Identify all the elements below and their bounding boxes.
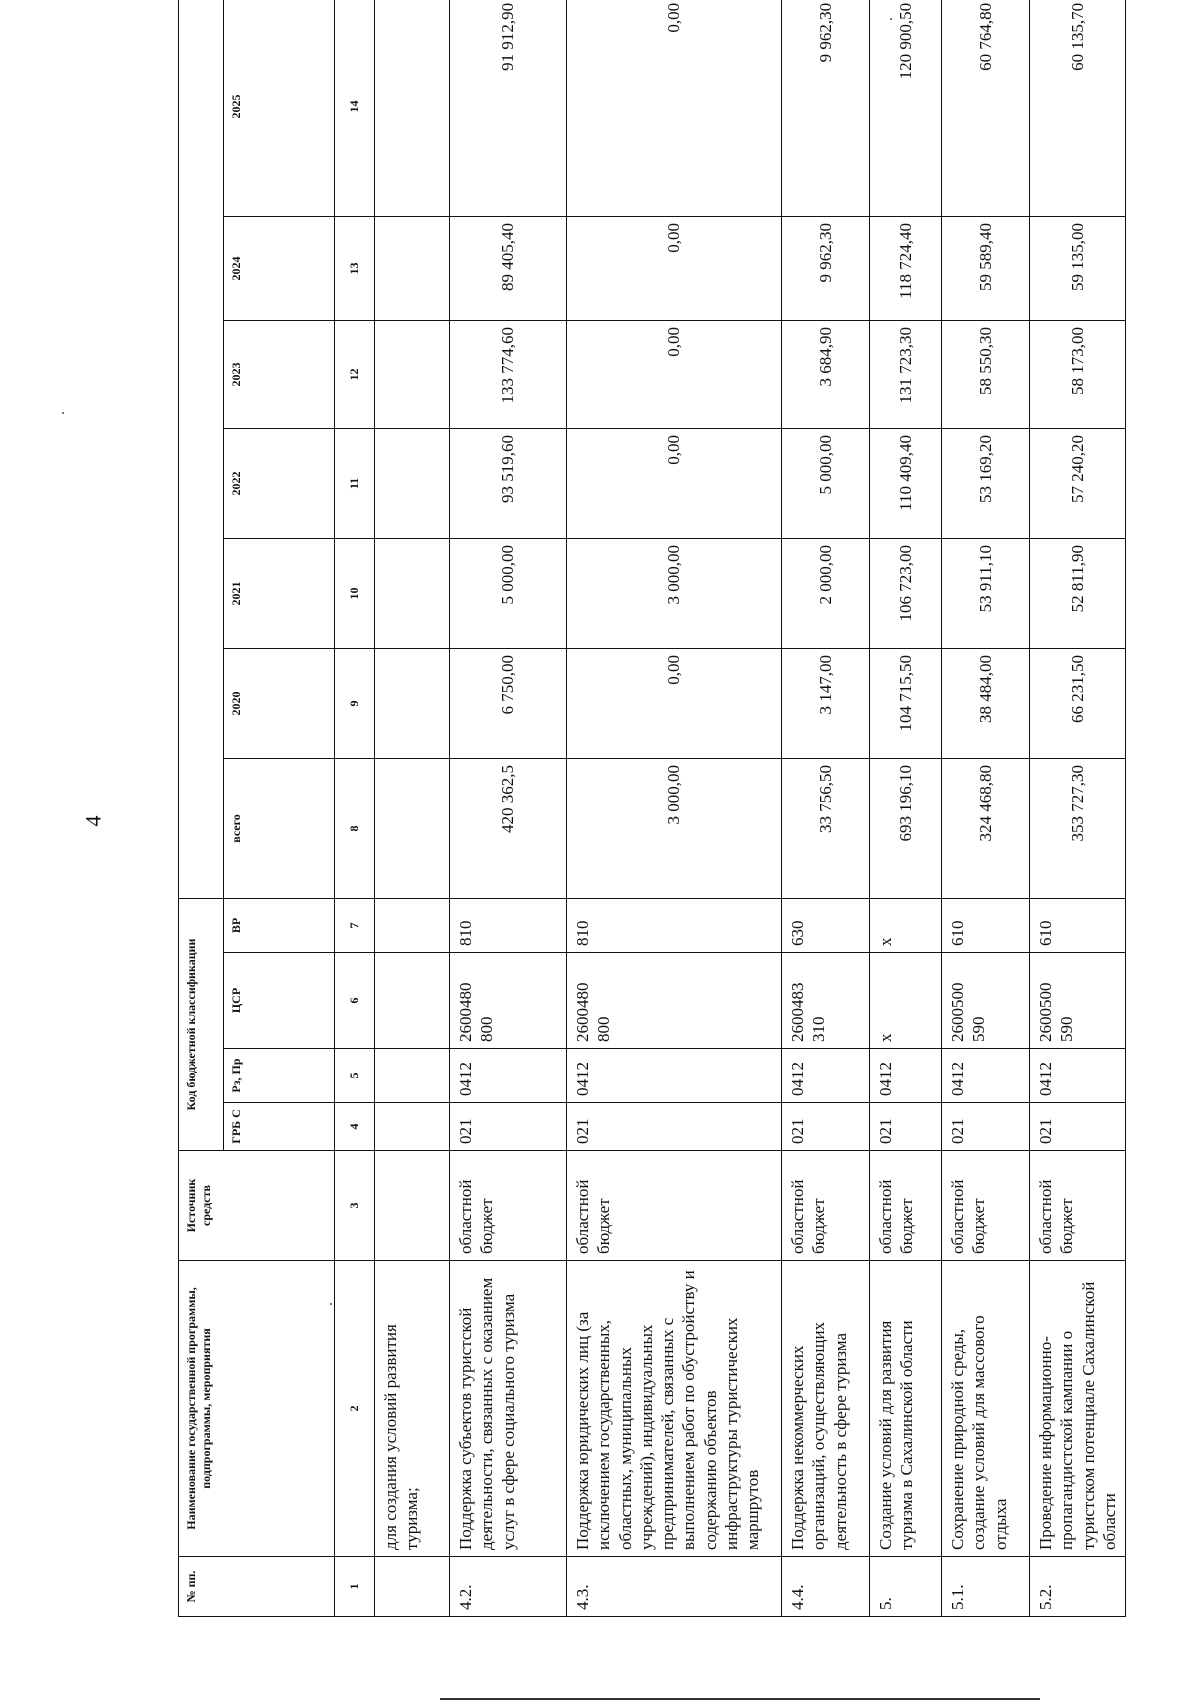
cell-2025: 60 135,70: [1030, 0, 1126, 216]
cell-source: областной бюджет: [1030, 1151, 1126, 1261]
cell-2025: 60 764,80: [942, 0, 1030, 216]
col-number: 4: [335, 1103, 375, 1151]
cell-total: 324 468,80: [942, 758, 1030, 898]
cell-no: 4.3.: [567, 1557, 782, 1617]
cell-vr: х: [870, 898, 942, 952]
cell-grbs: 021: [450, 1103, 567, 1151]
cell-vr: 610: [942, 898, 1030, 952]
cell-2024: 59 589,40: [942, 216, 1030, 320]
col-number: 9: [335, 648, 375, 758]
cell-rzpr: 0412: [567, 1049, 782, 1103]
column-number-row: [335, 0, 375, 1617]
table-row: [1030, 0, 1126, 1617]
cell-2020: 66 231,50: [1030, 648, 1126, 758]
cell-2023: 131 723,30: [870, 320, 942, 428]
cell-grbs: 021: [782, 1103, 870, 1151]
cell-no: 4.2.: [450, 1557, 567, 1617]
cell-no: 4.4.: [782, 1557, 870, 1617]
table-row: [375, 0, 450, 1617]
cell-2024: 89 405,40: [450, 216, 567, 320]
col-number: 7: [335, 898, 375, 952]
cell-total: 353 727,30: [1030, 758, 1126, 898]
cell-total: 693 196,10: [870, 758, 942, 898]
cell-rzpr: 0412: [782, 1049, 870, 1103]
table-row: [942, 0, 1030, 1617]
header-no: № пп.: [179, 1557, 335, 1617]
header-source: Источник средств: [179, 1151, 335, 1261]
budget-table: [178, 0, 1126, 1617]
header-csr: ЦСР: [224, 953, 335, 1049]
cell-2020: 38 484,00: [942, 648, 1030, 758]
header-2020: 2020: [224, 648, 335, 758]
cell-vr: 610: [1030, 898, 1126, 952]
cell-csr: х: [870, 953, 942, 1049]
cell-2023: 133 774,60: [450, 320, 567, 428]
table-row: [870, 0, 942, 1617]
header-total: всего: [224, 758, 335, 898]
col-number: 5: [335, 1049, 375, 1103]
col-number: 1: [335, 1557, 375, 1617]
header-2021: 2021: [224, 538, 335, 648]
cell-2021: 52 811,90: [1030, 538, 1126, 648]
cell-2023: 0,00: [567, 320, 782, 428]
cell-total: 33 756,50: [782, 758, 870, 898]
cell-grbs: 021: [870, 1103, 942, 1151]
cell-rzpr: 0412: [1030, 1049, 1126, 1103]
cell-grbs: 021: [942, 1103, 1030, 1151]
cell-2025: [375, 0, 450, 216]
cell-name: для создания условий развития туризма;: [375, 1261, 450, 1557]
cell-2022: 53 169,20: [942, 428, 1030, 538]
cell-2021: [375, 538, 450, 648]
cell-2023: 58 550,30: [942, 320, 1030, 428]
cell-total: [375, 758, 450, 898]
table-row: [782, 0, 870, 1617]
cell-source: областной бюджет: [567, 1151, 782, 1261]
cell-name: Сохранение природной среды, создание условий для массового отдыха: [942, 1261, 1030, 1557]
cell-name: Поддержка юридических лиц (за исключением государственных, областных, муниципальных учреждений), индивидуальных предпринимателей, связанных с выполнением работ по обустройству и содержанию объектов инфраструктуры туристических маршрутов: [567, 1261, 782, 1557]
col-number: 12: [335, 320, 375, 428]
cell-vr: 810: [567, 898, 782, 952]
cell-2021: 106 723,00: [870, 538, 942, 648]
cell-2021: 5 000,00: [450, 538, 567, 648]
col-number: 2: [335, 1261, 375, 1557]
table-row: [567, 0, 782, 1617]
cell-source: областной бюджет: [782, 1151, 870, 1261]
cell-2022: 57 240,20: [1030, 428, 1126, 538]
header-finance-group: [179, 0, 224, 898]
cell-csr: 2600480 800: [450, 953, 567, 1049]
header-2024: 2024: [224, 216, 335, 320]
cell-2022: 110 409,40: [870, 428, 942, 538]
cell-source: областной бюджет: [450, 1151, 567, 1261]
cell-2021: 3 000,00: [567, 538, 782, 648]
cell-no: 5.2.: [1030, 1557, 1126, 1617]
cell-rzpr: 0412: [942, 1049, 1030, 1103]
cell-2020: [375, 648, 450, 758]
cell-total: 3 000,00: [567, 758, 782, 898]
cell-2024: 59 135,00: [1030, 216, 1126, 320]
col-number: 6: [335, 953, 375, 1049]
cell-2025: 0,00: [567, 0, 782, 216]
cell-2025: 9 962,30: [782, 0, 870, 216]
cell-source: [375, 1151, 450, 1261]
header-rzpr: Рз, Пр: [224, 1049, 335, 1103]
cell-2020: 6 750,00: [450, 648, 567, 758]
cell-source: областной бюджет: [870, 1151, 942, 1261]
cell-2024: 0,00: [567, 216, 782, 320]
cell-csr: 2600500 590: [942, 953, 1030, 1049]
cell-grbs: 021: [567, 1103, 782, 1151]
cell-2020: 0,00: [567, 648, 782, 758]
cell-2020: 3 147,00: [782, 648, 870, 758]
cell-2022: 93 519,60: [450, 428, 567, 538]
header-2023: 2023: [224, 320, 335, 428]
cell-2023: [375, 320, 450, 428]
header-vr: ВР: [224, 898, 335, 952]
cell-grbs: 021: [1030, 1103, 1126, 1151]
col-number: 8: [335, 758, 375, 898]
header-name: Наименование государственной программы, подпрограммы, мероприятия: [179, 1261, 335, 1557]
col-number: 14: [335, 0, 375, 216]
cell-2021: 2 000,00: [782, 538, 870, 648]
cell-source: областной бюджет: [942, 1151, 1030, 1261]
cell-name: Поддержка субъектов туристской деятельности, связанных с оказанием услуг в сфере социального туризма: [450, 1261, 567, 1557]
cell-2022: 5 000,00: [782, 428, 870, 538]
cell-no: 5.: [870, 1557, 942, 1617]
cell-2022: [375, 428, 450, 538]
col-number: 10: [335, 538, 375, 648]
cell-vr: [375, 898, 450, 952]
table-row: [450, 0, 567, 1617]
cell-csr: 2600480 800: [567, 953, 782, 1049]
cell-no: [375, 1557, 450, 1617]
cell-total: 420 362,5: [450, 758, 567, 898]
header-2025: 2025: [224, 0, 335, 216]
page-number: 4: [80, 815, 106, 827]
cell-2024: 9 962,30: [782, 216, 870, 320]
cell-grbs: [375, 1103, 450, 1151]
cell-name: Поддержка некоммерческих организаций, осуществляющих деятельность в сфере туризма: [782, 1261, 870, 1557]
header-grbs: ГРБ С: [224, 1103, 335, 1151]
cell-rzpr: 0412: [870, 1049, 942, 1103]
cell-2022: 0,00: [567, 428, 782, 538]
header-code-group: Код бюджетной классификации: [179, 898, 224, 1150]
cell-2023: 58 173,00: [1030, 320, 1126, 428]
cell-2025: 91 912,90: [450, 0, 567, 216]
col-number: 3: [335, 1151, 375, 1261]
cell-vr: 810: [450, 898, 567, 952]
cell-2020: 104 715,50: [870, 648, 942, 758]
col-number: 11: [335, 428, 375, 538]
cell-rzpr: [375, 1049, 450, 1103]
cell-2025: 120 900,50: [870, 0, 942, 216]
cell-name: Проведение информационно-пропагандистской кампании о туристском потенциале Сахалинской области: [1030, 1261, 1126, 1557]
cell-2021: 53 911,10: [942, 538, 1030, 648]
cell-2024: [375, 216, 450, 320]
cell-csr: 2600500 590: [1030, 953, 1126, 1049]
header-2022: 2022: [224, 428, 335, 538]
cell-vr: 630: [782, 898, 870, 952]
cell-2023: 3 684,90: [782, 320, 870, 428]
cell-no: 5.1.: [942, 1557, 1030, 1617]
cell-name: Создание условий для развития туризма в Сахалинской области: [870, 1261, 942, 1557]
cell-csr: [375, 953, 450, 1049]
cell-rzpr: 0412: [450, 1049, 567, 1103]
cell-2024: 118 724,40: [870, 216, 942, 320]
col-number: 13: [335, 216, 375, 320]
cell-csr: 2600483 310: [782, 953, 870, 1049]
